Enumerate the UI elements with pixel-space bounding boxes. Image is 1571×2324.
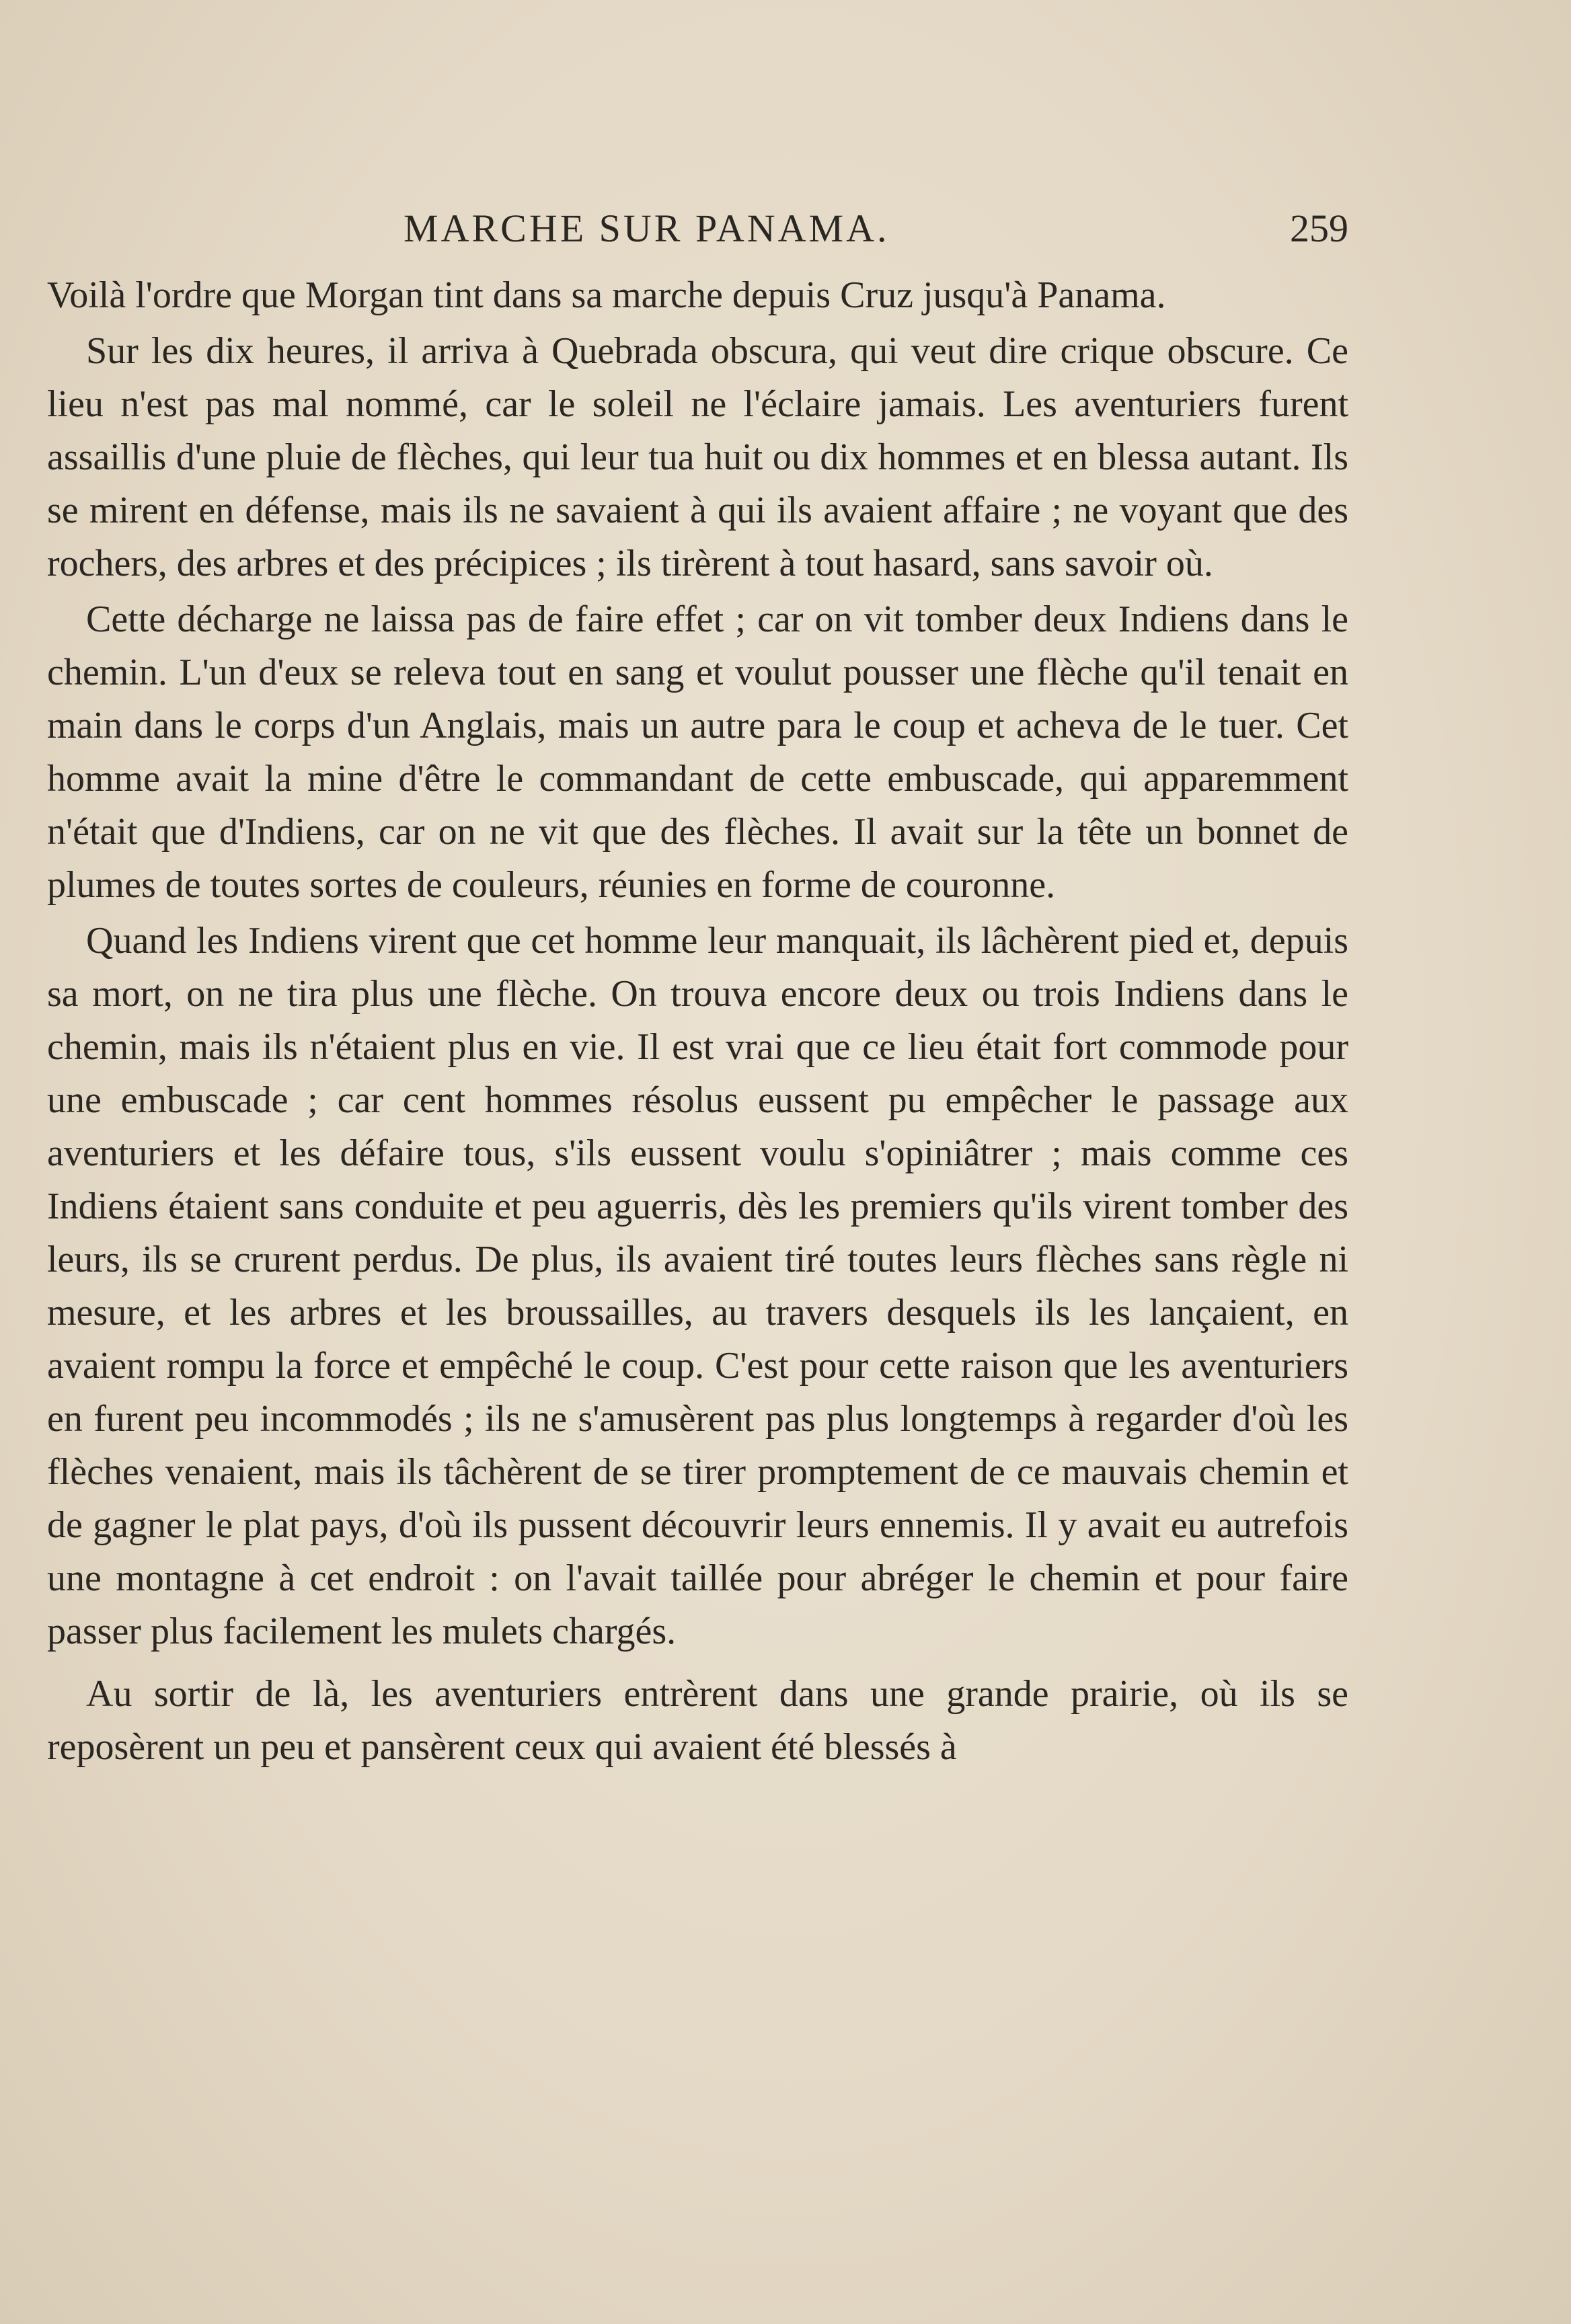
paragraph: Au sortir de là, les aventuriers entrèrent dans une grande prairie, où ils se reposèrent un peu et pansèrent ceux qui avaient été blessés à	[47, 1673, 1348, 1768]
paragraph: Voilà l'ordre que Morgan tint dans sa marche depuis Cruz jusqu'à Panama.	[47, 274, 1166, 316]
body-text	[47, 269, 1348, 1777]
page-header	[47, 202, 1348, 256]
page-number: 259	[1290, 206, 1348, 250]
paragraph: Cette décharge ne laissa pas de faire effet ; car on vit tomber deux Indiens dans le chemin. L'un d'eux se releva tout en sang et voulut pousser une flèche qu'il tenait en main dans le corps d'un Anglais, mais un autre para le coup et acheva de le tuer. Cet homme avait la mine d'être le commandant de cette embuscade, qui apparemment n'était que d'Indiens, car on ne vit que des flèches. Il avait sur la tête un bonnet de plumes de toutes sortes de couleurs, réunies en forme de couronne.	[47, 598, 1348, 906]
running-title: MARCHE SUR PANAMA.	[404, 206, 890, 250]
paragraph: Sur les dix heures, il arriva à Quebrada obscura, qui veut dire crique obscure. Ce lieu n'est pas mal nommé, car le soleil ne l'éclaire jamais. Les aventuriers furent assaillis d'une pluie de flèches, qui leur tua huit ou dix hommes et en blessa autant. Ils se mirent en défense, mais ils ne savaient à qui ils avaient affaire ; ne voyant que des rochers, des arbres et des précipices ; ils tirèrent à tout hasard, sans savoir où.	[47, 330, 1348, 584]
paragraph: Quand les Indiens virent que cet homme leur manquait, ils lâchèrent pied et, depuis sa mort, on ne tira plus une flèche. On trouva encore deux ou trois Indiens dans le chemin, mais ils n'étaient plus en vie. Il est vrai que ce lieu était fort commode pour une embuscade ; car cent hommes résolus eussent pu empêcher le passage aux aventuriers et les défaire tous, s'ils eussent voulu s'opiniâtrer ; mais comme ces Indiens étaient sans conduite et peu aguerris, dès les premiers qu'ils virent tomber des leurs, ils se crurent perdus. De plus, ils avaient tiré toutes leurs flèches sans règle ni mesure, et les arbres et les broussailles, au travers desquels ils les lançaient, en avaient rompu la force et empêché le coup. C'est pour cette raison que les aventuriers en furent peu incommodés ; ils ne s'amusèrent pas plus longtemps à regarder d'où les flèches venaient, mais ils tâchèrent de se tirer promptement de ce mauvais chemin et de gagner le plat pays, d'où ils pussent découvrir leurs ennemis. Il y avait eu autrefois une montagne à cet endroit : on l'avait taillée pour abréger le chemin et pour faire passer plus facilement les mulets chargés.	[47, 920, 1348, 1652]
